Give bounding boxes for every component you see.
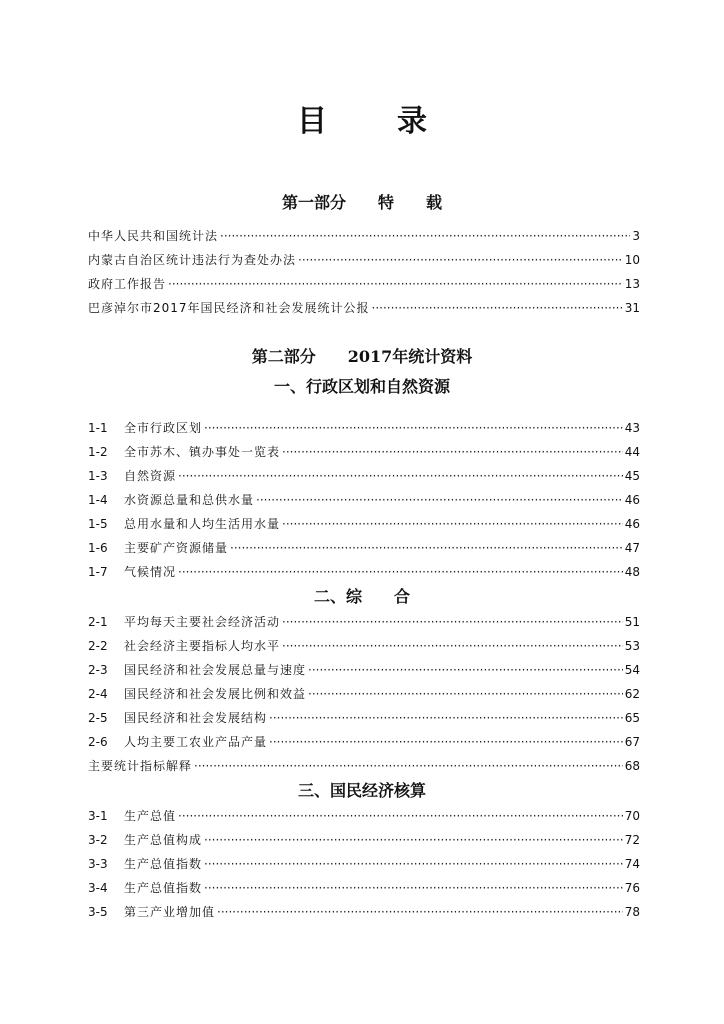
section-heading: 一、行政区划和自然资源 bbox=[273, 377, 450, 396]
title-char-left: 目 bbox=[297, 104, 327, 139]
section-heading: 二、综 合 bbox=[313, 587, 410, 606]
entry-number: 1-6 bbox=[88, 541, 108, 555]
entry-title: 生产总值 bbox=[124, 809, 177, 823]
entry-title: 全市苏木、镇办事处一览表 bbox=[124, 445, 281, 459]
entry-number: 1-3 bbox=[88, 469, 108, 483]
entry-page: 45 bbox=[624, 469, 640, 483]
toc-entry[interactable] bbox=[88, 414, 640, 436]
toc-entry[interactable] bbox=[88, 534, 640, 556]
entry-title: 中华人民共和国统计法 bbox=[88, 229, 219, 243]
dot-leader bbox=[282, 638, 623, 654]
toc-entry[interactable] bbox=[88, 632, 640, 654]
dot-leader bbox=[178, 564, 623, 580]
entry-page: 54 bbox=[624, 663, 640, 677]
toc-entry[interactable] bbox=[88, 462, 640, 484]
entry-page: 10 bbox=[624, 253, 640, 267]
dot-leader bbox=[178, 808, 623, 824]
entry-page: 51 bbox=[624, 615, 640, 629]
dot-leader bbox=[217, 904, 623, 920]
entry-number: 2-5 bbox=[88, 711, 108, 725]
entry-title: 社会经济主要指标人均水平 bbox=[124, 639, 281, 653]
dot-leader bbox=[194, 758, 623, 774]
entry-number: 1-5 bbox=[88, 517, 108, 531]
entry-number: 3-2 bbox=[88, 833, 108, 847]
dot-leader bbox=[204, 856, 623, 872]
entry-title: 生产总值指数 bbox=[124, 857, 203, 871]
entry-title: 国民经济和社会发展比例和效益 bbox=[124, 687, 307, 701]
toc-entry[interactable] bbox=[88, 656, 640, 678]
entry-title: 主要矿产资源储量 bbox=[124, 541, 229, 555]
entry-title: 气候情况 bbox=[124, 565, 177, 579]
entry-page: 46 bbox=[624, 493, 640, 507]
entry-number: 1-1 bbox=[88, 421, 108, 435]
toc-entry[interactable] bbox=[88, 294, 640, 316]
dot-leader bbox=[178, 468, 623, 484]
toc-entry[interactable] bbox=[88, 898, 640, 920]
entry-page: 48 bbox=[624, 565, 640, 579]
entry-number: 2-3 bbox=[88, 663, 108, 677]
toc-entry[interactable] bbox=[88, 246, 640, 268]
entry-number: 1-7 bbox=[88, 565, 108, 579]
entry-title: 水资源总量和总供水量 bbox=[124, 493, 255, 507]
page-title bbox=[0, 96, 724, 140]
toc-entry[interactable] bbox=[88, 850, 640, 872]
entry-title: 第三产业增加值 bbox=[124, 905, 216, 919]
title-char-right: 录 bbox=[397, 104, 427, 139]
toc-entry[interactable] bbox=[88, 826, 640, 848]
part2-heading: 第二部分 2017年统计资料 bbox=[251, 347, 473, 366]
toc-entry[interactable] bbox=[88, 438, 640, 460]
entry-title: 主要统计指标解释 bbox=[88, 759, 193, 773]
dot-leader bbox=[204, 880, 623, 896]
entry-page: 43 bbox=[624, 421, 640, 435]
dot-leader bbox=[204, 832, 623, 848]
entry-number: 3-4 bbox=[88, 881, 108, 895]
dot-leader bbox=[220, 228, 630, 244]
entry-title: 平均每天主要社会经济活动 bbox=[124, 615, 281, 629]
entry-page: 62 bbox=[624, 687, 640, 701]
dot-leader bbox=[269, 734, 623, 750]
dot-leader bbox=[168, 276, 623, 292]
entry-page: 72 bbox=[624, 833, 640, 847]
entry-page: 44 bbox=[624, 445, 640, 459]
entry-title: 生产总值构成 bbox=[124, 833, 203, 847]
entry-number: 3-1 bbox=[88, 809, 108, 823]
entry-title: 政府工作报告 bbox=[88, 277, 167, 291]
dot-leader bbox=[256, 492, 623, 508]
entry-number: 3-3 bbox=[88, 857, 108, 871]
entry-number: 1-2 bbox=[88, 445, 108, 459]
entry-title: 国民经济和社会发展结构 bbox=[124, 711, 268, 725]
entry-page: 47 bbox=[624, 541, 640, 555]
toc-entry[interactable] bbox=[88, 558, 640, 580]
dot-leader bbox=[282, 444, 623, 460]
entry-title: 人均主要工农业产品产量 bbox=[124, 735, 268, 749]
entry-page: 53 bbox=[624, 639, 640, 653]
entry-number: 1-4 bbox=[88, 493, 108, 507]
entry-title: 生产总值指数 bbox=[124, 881, 203, 895]
part1-heading: 第一部分 特 载 bbox=[281, 193, 442, 212]
entry-page: 31 bbox=[624, 301, 640, 315]
entry-page: 78 bbox=[624, 905, 640, 919]
entry-title: 全市行政区划 bbox=[124, 421, 203, 435]
toc-entry[interactable] bbox=[88, 486, 640, 508]
toc-entry[interactable] bbox=[88, 874, 640, 896]
entry-page: 13 bbox=[624, 277, 640, 291]
entry-number: 2-6 bbox=[88, 735, 108, 749]
entry-page: 74 bbox=[624, 857, 640, 871]
toc-entry[interactable] bbox=[88, 802, 640, 824]
toc-entry[interactable] bbox=[88, 728, 640, 750]
dot-leader bbox=[308, 686, 623, 702]
entry-title: 国民经济和社会发展总量与速度 bbox=[124, 663, 307, 677]
section-heading: 三、国民经济核算 bbox=[297, 781, 426, 800]
entry-page: 46 bbox=[624, 517, 640, 531]
entry-page: 65 bbox=[624, 711, 640, 725]
dot-leader bbox=[298, 252, 623, 268]
toc-entry[interactable] bbox=[88, 608, 640, 630]
dot-leader bbox=[282, 516, 623, 532]
entry-title: 总用水量和人均生活用水量 bbox=[124, 517, 281, 531]
entry-number: 2-1 bbox=[88, 615, 108, 629]
entry-page: 3 bbox=[632, 229, 640, 243]
dot-leader bbox=[269, 710, 623, 726]
entry-page: 76 bbox=[624, 881, 640, 895]
dot-leader bbox=[230, 540, 623, 556]
entry-page: 67 bbox=[624, 735, 640, 749]
dot-leader bbox=[204, 420, 623, 436]
toc-entry[interactable] bbox=[88, 704, 640, 726]
entry-page: 68 bbox=[624, 759, 640, 773]
entry-page: 70 bbox=[624, 809, 640, 823]
entry-title: 巴彦淖尔市2017年国民经济和社会发展统计公报 bbox=[88, 301, 370, 315]
entry-number: 2-2 bbox=[88, 639, 108, 653]
toc-entry[interactable] bbox=[88, 510, 640, 532]
toc-entry[interactable] bbox=[88, 222, 640, 244]
entry-title: 内蒙古自治区统计违法行为查处办法 bbox=[88, 253, 297, 267]
toc-entry[interactable] bbox=[88, 270, 640, 292]
entry-number: 3-5 bbox=[88, 905, 108, 919]
toc-entry[interactable] bbox=[88, 752, 640, 774]
toc-entry[interactable] bbox=[88, 680, 640, 702]
entry-number: 2-4 bbox=[88, 687, 108, 701]
entry-title: 自然资源 bbox=[124, 469, 177, 483]
dot-leader bbox=[372, 300, 623, 316]
dot-leader bbox=[308, 662, 623, 678]
dot-leader bbox=[282, 614, 623, 630]
